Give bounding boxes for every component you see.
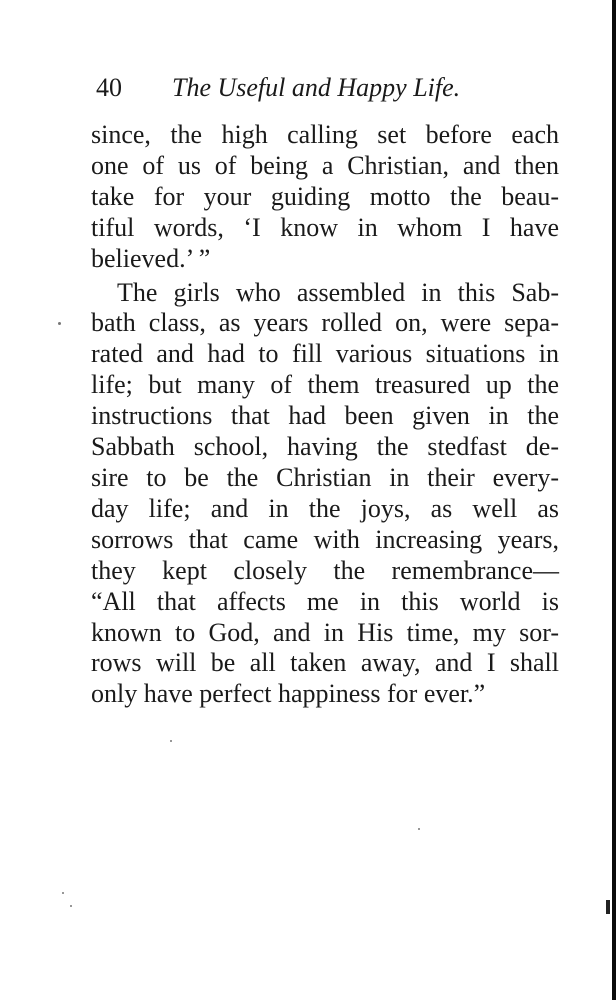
text-line: rated and had to fill various situations in bbox=[91, 339, 559, 369]
print-speck bbox=[62, 892, 64, 894]
running-title: The Useful and Happy Life. bbox=[172, 73, 461, 102]
print-speck bbox=[170, 740, 172, 742]
scan-edge bbox=[612, 0, 616, 1000]
text-line: take for your guiding motto the beau- bbox=[91, 181, 559, 211]
body-text bbox=[91, 120, 559, 710]
print-speck bbox=[418, 828, 420, 830]
text-line: known to God, and in His time, my sor- bbox=[91, 617, 559, 647]
text-line: they kept closely the remembrance— bbox=[91, 555, 559, 585]
text-line: bath class, as years rolled on, were sepa- bbox=[91, 308, 559, 338]
scan-edge-mark bbox=[606, 900, 610, 914]
text-line: instructions that had been given in the bbox=[91, 401, 559, 431]
page-number: 40 bbox=[96, 73, 122, 102]
text-line: day life; and in the joys, as well as bbox=[91, 493, 559, 523]
text-line: since, the high calling set before each bbox=[91, 120, 559, 149]
text-line: life; but many of them treasured up the bbox=[91, 370, 559, 400]
text-line: one of us of being a Christian, and then bbox=[91, 150, 559, 180]
text-line: rows will be all taken away, and I shall bbox=[91, 648, 559, 678]
page-header bbox=[96, 68, 536, 108]
print-speck bbox=[70, 905, 72, 907]
text-line: sorrows that came with increasing years, bbox=[91, 524, 559, 554]
text-line: Sabbath school, having the stedfast de- bbox=[91, 432, 559, 462]
text-line: sire to be the Christian in their every- bbox=[91, 462, 559, 492]
text-line: only have perfect happiness for ever.” bbox=[91, 679, 486, 709]
text-line: “All that affects me in this world is bbox=[91, 586, 559, 616]
paragraph bbox=[91, 278, 559, 711]
text-line: believed.’ ” bbox=[91, 243, 211, 273]
text-line: tiful words, ‘I know in whom I have bbox=[91, 212, 559, 242]
text-line: The girls who assembled in this Sab- bbox=[117, 277, 559, 307]
print-speck bbox=[58, 322, 61, 325]
paragraph bbox=[91, 120, 559, 275]
